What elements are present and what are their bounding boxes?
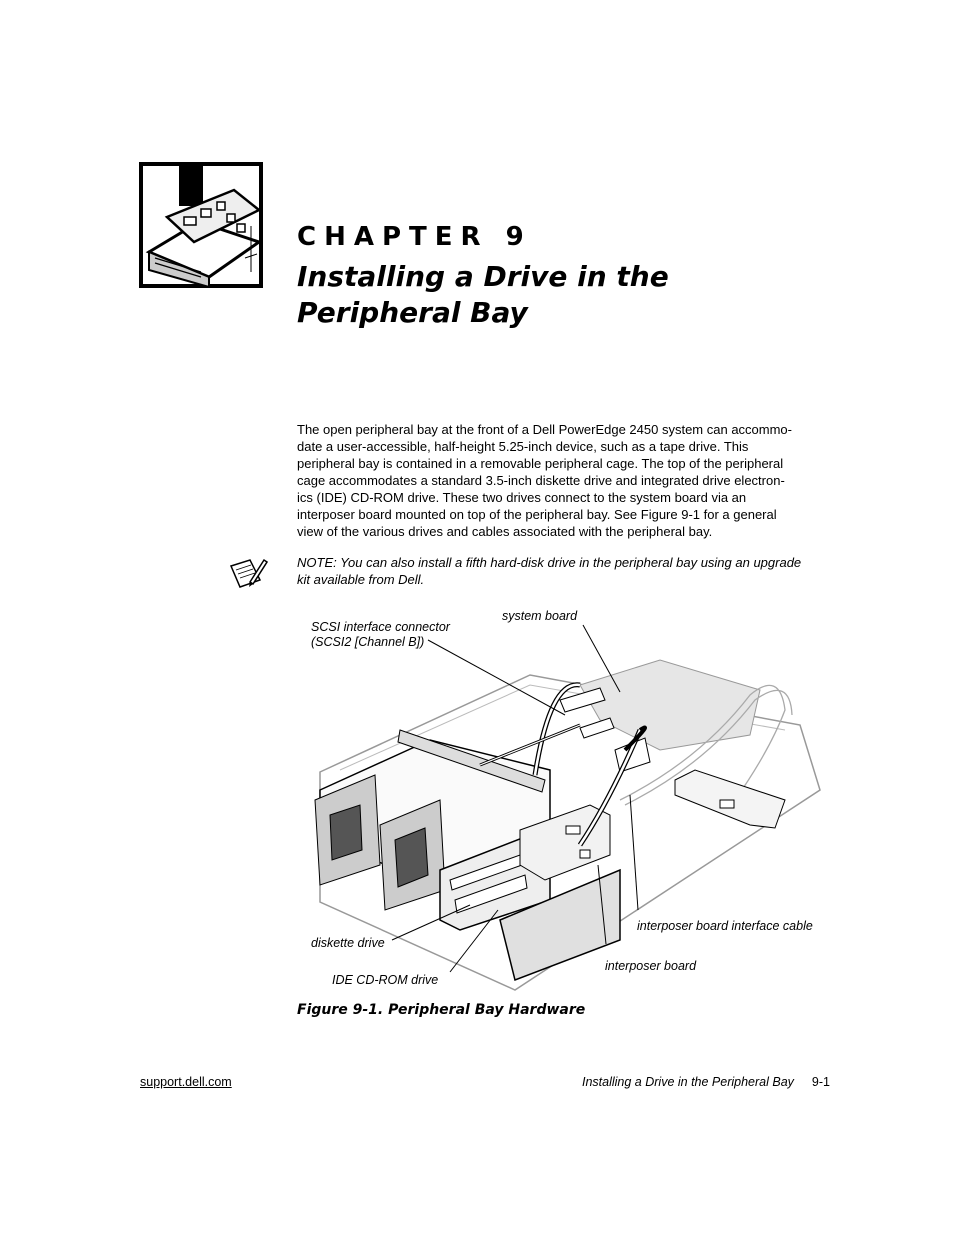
footer-support-link[interactable]: support.dell.com [140,1075,232,1089]
callout-line: SCSI interface connector [311,620,450,634]
chapter-title [297,259,817,331]
paragraph-line: peripheral bay is contained in a removable peripheral cage. The top of the peripheral [297,456,784,471]
callout-system-board: system board [502,609,578,623]
callout-scsi-connector [311,620,450,650]
callout-line: (SCSI2 [Channel B]) [311,635,425,649]
callout-interposer-board: interposer board [605,959,697,973]
note-text [297,554,837,588]
note-pencil-icon [228,556,268,590]
chapter-label: CHAPTER 9 [297,222,532,252]
paragraph-line: date a user-accessible, half-height 5.25-inch device, such as a tape drive. This [297,439,749,454]
paragraph-line: cage accommodates a standard 3.5-inch diskette drive and integrated drive electron- [297,473,785,488]
paragraph-line: The open peripheral bay at the front of a Dell PowerEdge 2450 system can accommo- [297,422,792,437]
callout-interposer-cable: interposer board interface cable [637,919,813,933]
paragraph-line: interposer board mounted on top of the peripheral bay. See Figure 9-1 for a general [297,507,777,522]
figure-caption: Figure 9-1. Peripheral Bay Hardware [297,1002,586,1018]
callout-cdrom-drive: IDE CD-ROM drive [332,973,439,987]
callout-diskette-drive: diskette drive [311,936,385,950]
page-number: 9-1 [811,1075,830,1089]
paragraph-line: view of the various drives and cables associated with the peripheral bay. [297,524,713,539]
chapter-title-line: Peripheral Bay [297,296,528,329]
chapter-book-icon [139,162,263,288]
peripheral-bay-figure [280,600,840,1000]
intro-paragraph [297,421,832,540]
note-line: kit available from Dell. [297,572,425,587]
note-line: NOTE: You can also install a fifth hard-disk drive in the peripheral bay using an upgrade [297,555,802,570]
chapter-title-line: Installing a Drive in the [297,260,669,293]
footer-running-head [582,1075,830,1089]
footer-chapter-title: Installing a Drive in the Peripheral Bay [582,1075,794,1089]
paragraph-line: ics (IDE) CD-ROM drive. These two drives connect to the system board via an [297,490,747,505]
